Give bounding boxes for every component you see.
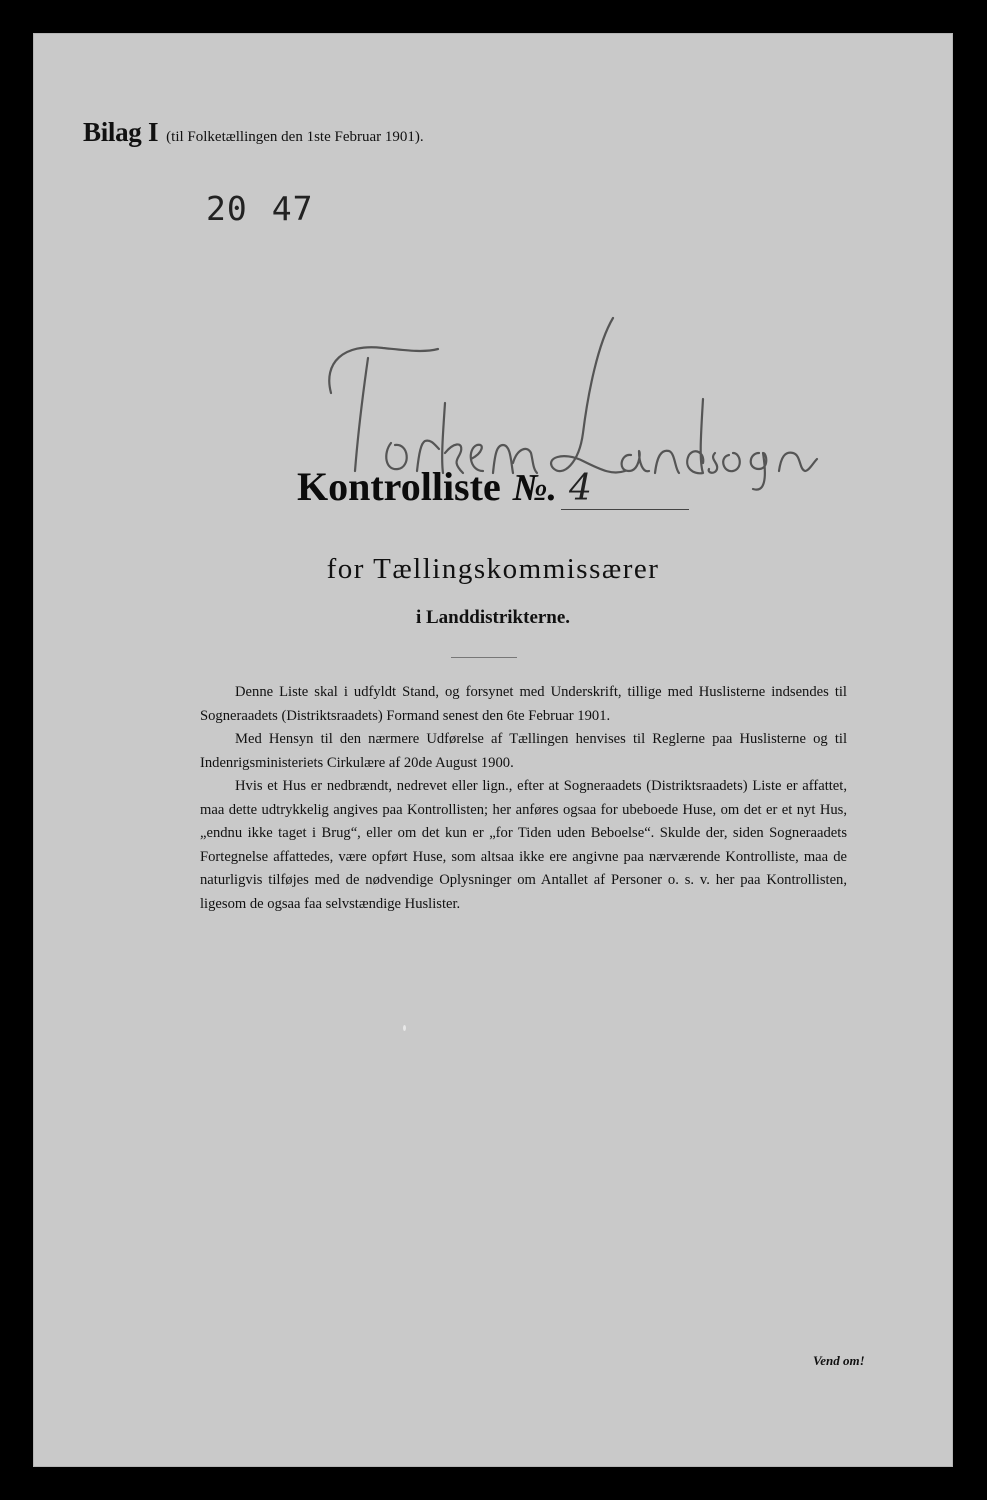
stamp-number-a: 20 (206, 189, 248, 228)
paragraph-3: Hvis et Hus er nedbrændt, nedrevet eller lign., efter at Sogneraadets (Distriktsraadets) Liste er affattet, maa dette udtrykkelig angives paa Kontrollisten; her anføres ogsaa for ubeboede Huse, om det er et nyt Hus, „endnu ikke taget i Brug“, eller om det kun er „for Tiden uden Beboelse“. Skulde der, siden Sogneraadets Fortegnelse affattedes, være opført Huse, som altsaa ikke ere angivne paa nærværende Kontrolliste, maa de naturligvis tilføjes med de nødvendige Oplysninger om Antallet af Personer o. s. v. her paa Kontrollisten, ligesom de ogsaa faa selvstændige Huslister. (200, 778, 847, 912)
instructions-body (200, 681, 847, 916)
document-page (33, 33, 953, 1467)
number-sign: №. (512, 467, 557, 509)
stamp-number-b: 47 (271, 189, 314, 228)
title-text: Kontrolliste (297, 464, 501, 509)
divider-rule (451, 657, 517, 658)
subtitle-secondary: i Landdistrikterne. (415, 607, 571, 628)
paragraph-2: Med Hensyn til den nærmere Udførelse af Tællingen henvises til Reglerne paa Huslisterne og til Indenrigsministeriets Cirkulære af 20de August 1900. (200, 731, 847, 771)
paragraph-1: Denne Liste skal i udfyldt Stand, og forsynet med Underskrift, tillige med Huslisterne indsendes til Sogneraadets (Distriktsraadets) Formand senest den 6te Februar 1901. (200, 684, 847, 724)
bilag-label: Bilag I (83, 117, 159, 147)
bilag-note: (til Folketællingen den 1ste Februar 1901). (166, 129, 424, 145)
turn-over-note: Vend om! (813, 1353, 865, 1368)
paper-speck (403, 1025, 406, 1031)
document-title (33, 463, 953, 510)
stamped-number (206, 189, 314, 228)
document-header (83, 117, 424, 148)
subtitle: for Tællingskommissærer (326, 553, 660, 585)
handwritten-list-number: 4 (561, 469, 689, 510)
